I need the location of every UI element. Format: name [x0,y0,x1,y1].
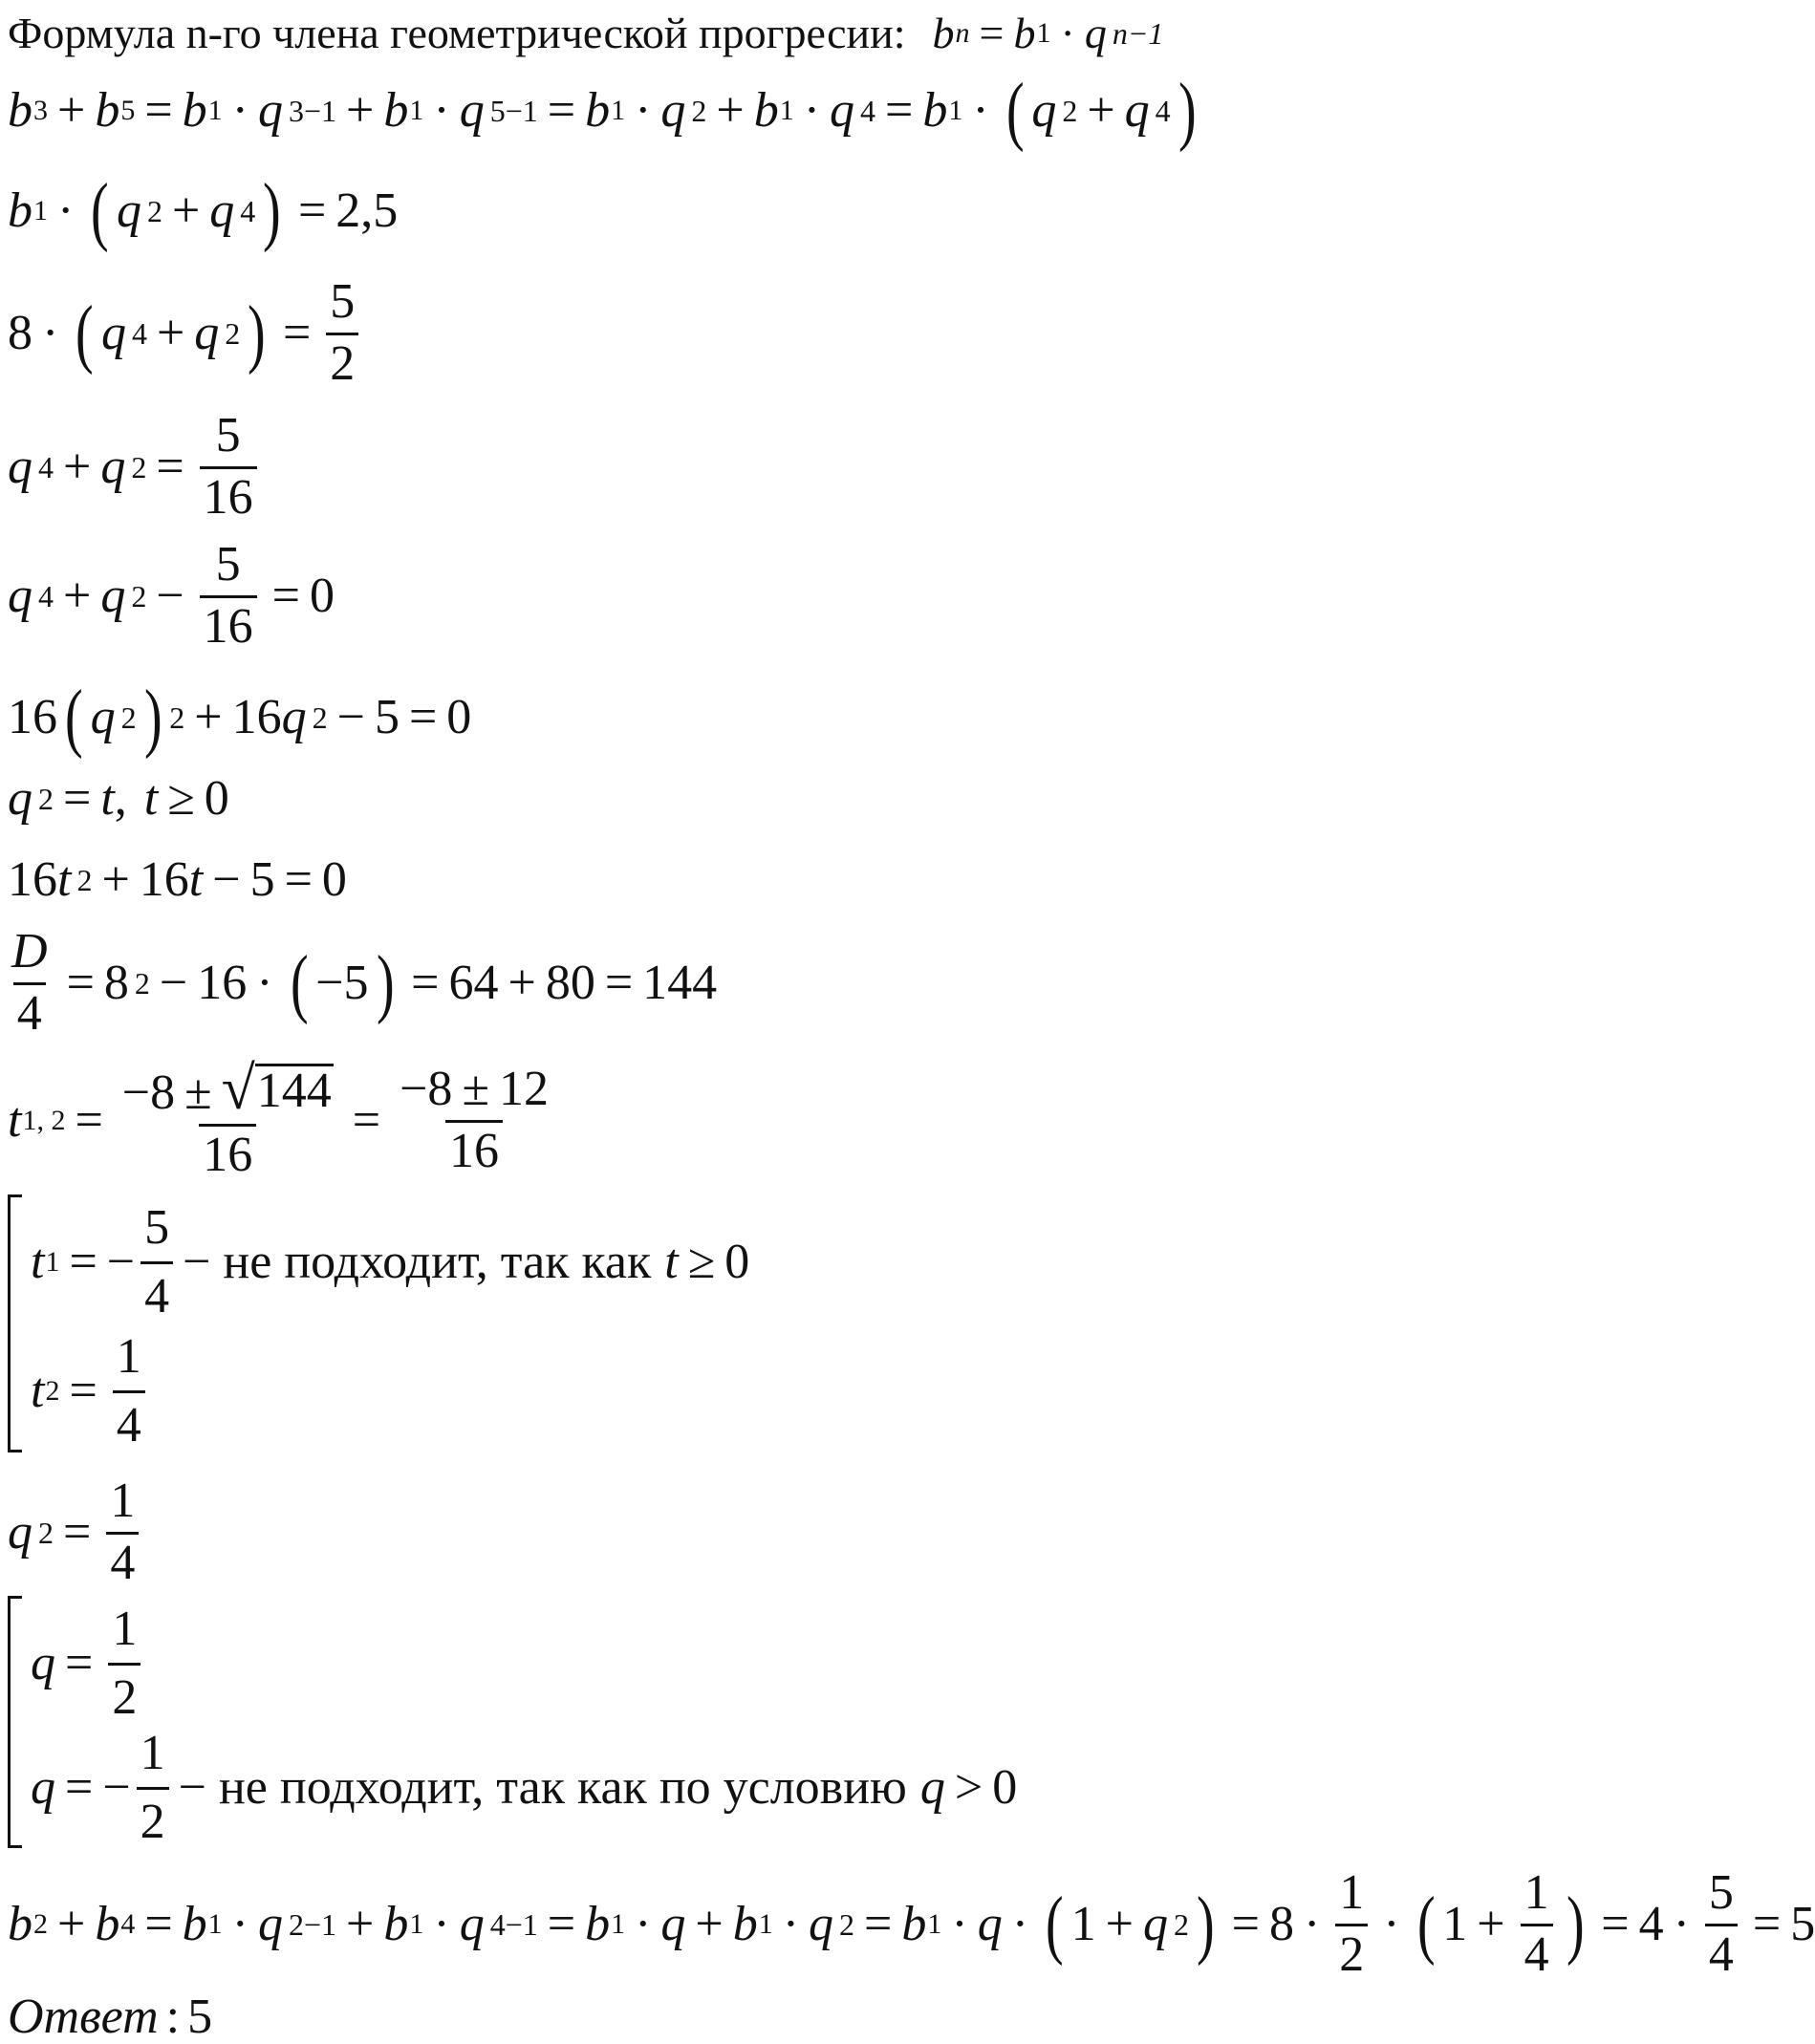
fraction-numerator: 5 [144,1200,170,1255]
math-variable: b [8,1896,32,1951]
fraction-numerator: 1 [1339,1865,1365,1920]
equation-sum-given [8,169,399,253]
math-operator: · [635,83,652,138]
parenthesis: ) [248,290,266,376]
math-operator: ± [184,1065,212,1120]
math-variable: t [100,771,115,826]
math-operator: · [1303,1896,1321,1951]
equation-quadratic-q2 [8,676,472,760]
math-variable: q [100,568,126,623]
superscript: 4 [1155,94,1171,128]
math-operator: = [63,771,92,826]
math-term: 12 [498,1062,549,1116]
fraction [200,537,257,654]
math-term: − [106,1235,136,1289]
math-operator: − [336,690,365,744]
math-variable: q [459,83,485,138]
math-term: 4 [1638,1896,1664,1951]
math-operator: = [66,955,95,1010]
math-term: 80 [545,955,595,1010]
t-roots-system [8,1194,868,1452]
subscript: 1 [33,195,48,226]
math-operator: − [159,955,188,1010]
math-operator: = [979,9,1005,57]
math-operator: + [63,439,92,494]
math-term: 64 [448,955,499,1010]
parenthesis: ( [91,169,109,253]
math-operator: = [144,83,173,138]
math-operator: = [411,955,440,1010]
math-operator: = [1601,1896,1630,1951]
subscript: 3 [33,95,48,126]
fraction [137,1725,169,1850]
fraction [200,408,257,525]
fraction-numerator: 5 [215,408,241,463]
math-operator: ≥ [687,1235,716,1289]
subscript: 2 [45,1374,60,1407]
superscript: 4 [240,194,256,228]
math-operator: + [346,83,375,138]
math-variable: t [188,852,204,907]
math-operator: · [256,955,273,1010]
roots-t12 [8,1054,558,1182]
math-operator: + [57,1896,86,1951]
math-variable: b [901,1896,927,1951]
fraction-numerator: 1 [112,1602,138,1656]
subscript: 1 [1036,17,1051,49]
parenthesis: ( [64,676,83,760]
math-variable: t [143,771,159,826]
math-operator: + [1105,1896,1134,1951]
math-term: 5 [1790,1896,1815,1951]
math-operator: + [156,305,185,360]
math-variable: b [753,83,779,138]
t2-root [31,1328,151,1453]
q-roots-system [8,1596,1059,1849]
math-operator: = [1231,1896,1260,1951]
math-variable: b [383,83,409,138]
math-operator: + [346,1896,375,1951]
math-variable: q [31,1760,55,1815]
math-variable: q [830,83,855,138]
subscript: 2 [33,1907,48,1940]
subscript: 5 [120,95,136,126]
answer-value: 5 [187,1990,213,2044]
math-variable: b [1013,9,1036,57]
math-operator: = [69,1235,97,1289]
math-term: 1 [1070,1896,1096,1951]
math-operator: + [194,690,223,744]
math-operator: = [65,1760,94,1815]
math-operator: + [101,852,130,907]
superscript: 5−1 [489,94,538,128]
math-operator: + [1477,1896,1505,1951]
subscript: 1 [779,95,794,126]
math-variable: q [31,1636,55,1690]
superscript: n−1 [1112,16,1164,51]
fraction-denominator: 4 [1705,1924,1738,1980]
math-variable: q [8,771,32,826]
radicand: 144 [256,1063,332,1118]
fraction [140,1199,173,1324]
subscript: 1 [611,95,626,126]
equation-q4-q2-zero [8,537,335,654]
parenthesis: ) [1566,1882,1585,1967]
superscript: 2 [120,700,137,735]
math-operator: = [156,439,184,494]
title-text: Формула n-го члена геометрической прогресии: [8,9,906,57]
parenthesis: ) [1178,69,1197,153]
math-operator: = [271,568,300,623]
subscript: 1 [611,1907,626,1940]
fraction-denominator: 4 [140,1261,173,1324]
parenthesis: ( [290,940,309,1025]
subscript: n [955,17,970,49]
radical-sign: √ [221,1054,255,1122]
superscript: 2 [131,449,147,484]
math-operator: − [156,568,184,623]
fraction [106,1476,139,1588]
math-term: 5 [374,690,400,744]
math-term: 16 [8,690,57,744]
q-negative-root [31,1725,1017,1850]
fraction-denominator: 16 [445,1120,503,1176]
math-operator: + [716,83,745,138]
fraction-denominator: 16 [200,466,257,523]
superscript: 3−1 [288,94,337,128]
subscript: 1, 2 [22,1104,66,1136]
math-operator: = [65,1636,94,1690]
math-operator: · [951,1896,968,1951]
math-variable: b [585,83,611,138]
subscript: 1 [45,1245,60,1278]
math-operator: + [508,955,536,1010]
system-bracket [8,1194,22,1452]
math-term: 0 [321,852,347,907]
math-operator: > [954,1760,983,1815]
superscript: 2−1 [288,1906,337,1942]
subscript: 1 [927,1907,942,1940]
math-operator: · [231,83,248,138]
math-variable: q [100,439,126,494]
math-term: 8 [103,955,129,1010]
parenthesis: ) [376,940,395,1025]
equation-q2-quarter [8,1476,144,1588]
math-term: 8 [1268,1896,1294,1951]
parenthesis: ( [1005,69,1025,153]
math-operator: = [1752,1896,1782,1951]
parenthesis: ) [143,676,162,760]
superscript: 2 [134,965,150,1000]
math-term: −5 [315,955,369,1010]
math-term: 16 [8,852,57,907]
subscript: 1 [207,1907,223,1940]
math-variable: q [100,305,126,360]
superscript: 2 [1174,1906,1189,1942]
superscript: 2 [839,1906,855,1942]
math-variable: t [31,1364,45,1418]
fraction-denominator: 2 [326,333,358,389]
fraction [108,1601,140,1726]
superscript: 2 [312,700,328,735]
math-operator: + [57,83,86,138]
math-operator: · [1383,1896,1400,1951]
formula-title-line [8,11,1163,55]
math-variable: q [116,183,141,238]
superscript: 2 [38,1515,54,1550]
math-term: 2,5 [335,183,399,238]
math-operator: = [885,83,914,138]
subscript: 1 [409,1907,424,1940]
math-variable: q [919,1760,945,1815]
fraction-numerator [119,1054,337,1124]
math-term: − не подходит, так как по условию [178,1760,907,1815]
math-term: 16 [139,852,189,907]
math-variable: q [8,1504,32,1560]
fraction-denominator: 4 [113,1390,145,1453]
fraction-numerator [396,1062,552,1120]
math-operator: ± [462,1062,489,1116]
answer-line [8,1992,212,2042]
fraction-denominator: 16 [199,1124,256,1180]
fraction-numerator: 1 [110,1474,136,1528]
math-operator: = [604,955,634,1010]
math-term: 8 [8,305,32,360]
math-variable: b [95,83,120,138]
var-b: b [932,9,955,57]
fraction-denominator: 4 [106,1532,139,1588]
math-operator: · [57,183,75,238]
math-term: : [165,1990,181,2044]
answer-label: Ответ [8,1990,159,2044]
math-term: 5 [249,852,275,907]
fraction [1705,1865,1738,1982]
math-operator: = [352,1092,381,1148]
math-operator: ≥ [167,771,195,826]
math-operator: = [284,852,313,907]
math-variable: q [209,183,235,238]
q-positive-root [31,1601,146,1726]
superscript: 2 [131,578,147,613]
math-operator: = [282,305,312,360]
equation-b3-b5 [8,69,1203,153]
superscript: 4 [38,449,54,484]
math-variable: q [194,305,220,360]
equation-t [8,852,347,907]
parenthesis: ) [1196,1882,1215,1967]
t1-root [31,1199,749,1324]
math-term: − не подходит, так как [183,1235,652,1289]
superscript: 2 [1062,94,1078,128]
fraction [396,1062,552,1178]
math-variable: b [585,1896,611,1951]
equation-q4-q2 [8,408,263,525]
superscript: 2 [38,782,54,816]
math-operator: + [695,1896,724,1951]
math-variable: q [660,1896,686,1951]
subscript: 4 [120,1907,136,1940]
square-root [221,1054,334,1122]
math-term: 144 [642,955,718,1010]
math-variable: q [1124,83,1150,138]
math-operator: · [231,1896,248,1951]
subscript: 1 [207,95,223,126]
math-term: 16 [231,690,282,744]
math-operator: = [75,1092,103,1148]
equation-b2-b4 [8,1865,1815,1982]
fraction-numerator: 5 [330,274,356,329]
math-term: 0 [992,1760,1018,1815]
math-term: 1 [1442,1896,1468,1951]
fraction [1521,1865,1553,1982]
parenthesis: ( [76,290,94,376]
superscript: 2 [225,315,241,351]
math-term: − [102,1760,131,1815]
math-variable: q [977,1896,1003,1951]
math-operator: · [635,1896,652,1951]
fraction-numerator: 1 [1523,1865,1549,1920]
superscript: 4 [38,578,54,613]
fraction [113,1328,145,1453]
math-variable: q [1143,1896,1168,1951]
fraction-denominator: 2 [1335,1924,1368,1980]
fraction-denominator: 4 [1521,1924,1553,1980]
math-operator: = [144,1896,173,1951]
math-operator: · [1673,1896,1690,1951]
math-operator: = [547,1896,576,1951]
math-variable: q [90,690,116,744]
math-variable: q [8,568,32,623]
math-operator: · [972,83,989,138]
fraction-numerator: 1 [116,1329,141,1384]
math-variable: q [809,1896,834,1951]
fraction-numerator: 5 [1708,1865,1734,1920]
math-operator: · [1011,1896,1029,1951]
math-operator: = [408,690,438,744]
superscript: 2 [691,94,707,128]
discriminant [8,924,718,1041]
math-operator: + [63,568,92,623]
math-term: −8 [121,1065,176,1120]
superscript: 2 [76,863,93,897]
math-operator: · [782,1896,800,1951]
math-operator: = [63,1504,92,1560]
math-variable: b [732,1896,758,1951]
math-variable: b [182,1896,207,1951]
math-operator: + [1087,83,1115,138]
subscript: 1 [948,95,963,126]
math-variable: q [257,1896,283,1951]
math-variable: t [57,852,72,907]
math-term: −8 [400,1062,453,1116]
superscript: 4 [860,94,876,128]
math-operator: · [803,83,821,138]
equation-substitution [8,274,364,391]
math-variable: b [95,1896,120,1951]
math-variable: b [182,83,207,138]
fraction-denominator: 2 [108,1663,140,1726]
math-operator: · [433,83,450,138]
math-operator: · [1060,9,1075,57]
superscript: 2 [146,194,162,228]
fraction-denominator: 16 [200,595,257,652]
fraction [326,274,358,391]
math-operator: · [433,1896,450,1951]
math-variable: b [922,83,948,138]
math-term: , [114,771,127,826]
subscript: 1 [409,95,424,126]
substitution-t [8,771,229,826]
fraction-numerator: 1 [140,1726,165,1780]
math-variable: q [660,83,686,138]
math-variable: q [1031,83,1057,138]
fraction [8,924,52,1041]
math-operator: · [42,305,59,360]
math-variable: q [8,439,32,494]
fraction [1335,1865,1368,1982]
fraction [119,1054,337,1182]
math-variable: b [8,183,32,238]
system-bracket [8,1596,22,1848]
math-variable: q [257,83,283,138]
math-variable: t [664,1235,679,1289]
math-variable: b [8,83,32,138]
math-variable: q [281,690,307,744]
math-variable: q [1084,9,1107,57]
math-operator: = [547,83,576,138]
fraction-denominator: 4 [13,982,46,1039]
superscript: 2 [169,700,185,735]
superscript: 4 [131,315,147,351]
math-term: 16 [197,955,248,1010]
parenthesis: ( [1046,1882,1064,1967]
math-operator: = [864,1896,893,1951]
parenthesis: ) [263,169,281,253]
math-term: 0 [446,690,472,744]
math-operator: − [212,852,241,907]
math-operator: = [69,1364,97,1418]
fraction-numerator: D [11,924,48,979]
fraction-numerator: 5 [215,537,241,592]
subscript: 1 [758,1907,773,1940]
fraction-denominator: 2 [137,1787,169,1850]
math-operator: + [171,183,201,238]
math-variable: t [8,1092,22,1148]
math-term: 0 [309,568,335,623]
superscript: 4−1 [489,1906,538,1942]
math-term: 0 [204,771,229,826]
math-variable: q [459,1896,485,1951]
math-term: 0 [724,1235,750,1289]
math-variable: b [383,1896,409,1951]
math-variable: t [31,1235,45,1289]
parenthesis: ( [1416,1882,1436,1967]
math-operator: = [297,183,327,238]
